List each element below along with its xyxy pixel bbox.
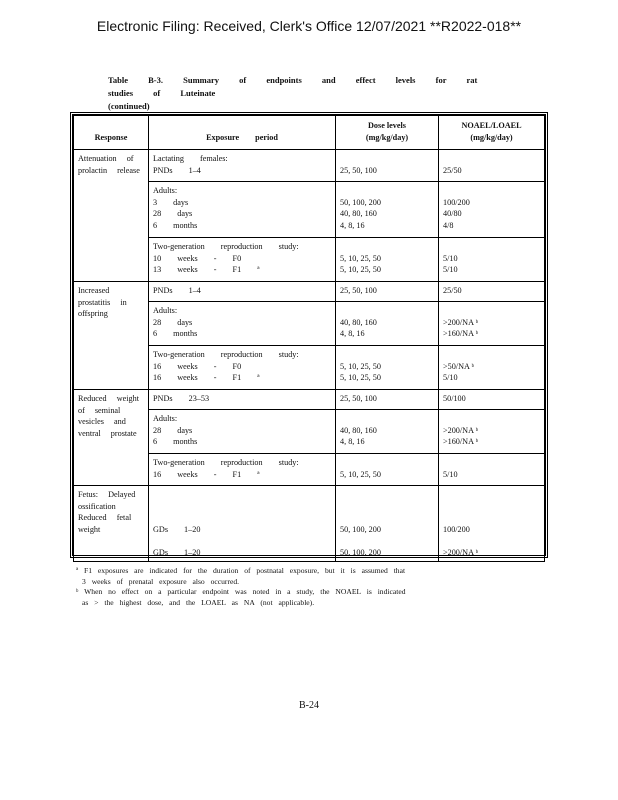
exposure-line: 6 months: [153, 220, 198, 230]
table-caption: [108, 74, 498, 113]
noael-cell: [439, 410, 545, 454]
table-row: [74, 150, 545, 182]
noael-line: 4/8: [443, 220, 454, 230]
noael-cell: [439, 454, 545, 486]
noael-line: >200/NA ᵇ: [443, 425, 479, 435]
exposure-cell: [149, 410, 336, 454]
dose-cell: [336, 282, 439, 302]
dose-cell: [336, 454, 439, 486]
dose-line: 40, 80, 160: [340, 209, 377, 218]
noael-line: >50/NA ᵇ: [443, 361, 475, 371]
endpoints-table: [73, 115, 545, 562]
dose-line: 50, 100, 200: [340, 197, 381, 207]
noael-line: 25/50: [443, 286, 462, 295]
exposure-cell: [149, 390, 336, 410]
noael-line: 40/80: [443, 209, 462, 218]
dose-line: [340, 185, 434, 197]
noael-line: 5/10: [443, 469, 458, 479]
dose-line: 25, 50, 100: [340, 286, 377, 295]
dose-line: [340, 305, 434, 317]
dose-cell: [336, 346, 439, 390]
exposure-line: Two-generation reproduction study:: [153, 350, 299, 359]
dose-line: [340, 413, 434, 425]
noael-line: [443, 349, 540, 361]
dose-line: [340, 349, 434, 361]
col-header-exposure: Exposure period: [149, 116, 336, 150]
noael-line: [443, 185, 540, 197]
exposure-cell: [149, 302, 336, 346]
dose-line: 50, 100, 200: [340, 524, 381, 534]
dose-line: [340, 241, 434, 253]
dose-cell: [336, 486, 439, 562]
dose-line: 25, 50, 100: [340, 165, 377, 175]
dose-cell: [336, 302, 439, 346]
col-header-response: Response: [74, 116, 149, 150]
dose-line: [340, 512, 434, 524]
noael-line: [443, 457, 540, 469]
dose-line: [340, 457, 434, 469]
col-header-noael: [439, 116, 545, 150]
exposure-line: Adults:: [153, 306, 178, 315]
noael-line: [443, 489, 540, 501]
exposure-line: 13 weeks - F1 ª: [153, 265, 260, 274]
exposure-line: 28 days: [153, 425, 193, 435]
exposure-line: 6 months: [153, 437, 198, 446]
exposure-cell: [149, 282, 336, 302]
exposure-line: Two-generation reproduction study:: [153, 242, 299, 251]
table-body: [74, 150, 545, 562]
noael-line: [443, 305, 540, 317]
noael-line: 100/200: [443, 197, 470, 207]
dose-line: 40, 80, 160: [340, 317, 377, 327]
table-row: [74, 282, 545, 302]
noael-header-line-2: (mg/kg/day): [470, 132, 513, 142]
dose-cell: [336, 182, 439, 238]
dose-cell: [336, 410, 439, 454]
noael-cell: [439, 390, 545, 410]
noael-line: 5/10: [443, 373, 458, 382]
noael-cell: [439, 486, 545, 562]
exposure-cell: [149, 454, 336, 486]
exposure-cell: [149, 150, 336, 182]
exposure-line: 6 months: [153, 329, 198, 338]
dose-line: [340, 153, 434, 165]
exposure-cell: [149, 346, 336, 390]
noael-header-line-1: NOAEL/LOAEL: [461, 121, 522, 130]
col-header-dose: [336, 116, 439, 150]
noael-cell: [439, 346, 545, 390]
noael-line: [443, 241, 540, 253]
exposure-line: 28 days: [153, 209, 193, 218]
dose-line: 4, 8, 16: [340, 220, 365, 230]
exposure-cell: [149, 182, 336, 238]
noael-line: [443, 535, 540, 547]
dose-line: 5, 10, 25, 50: [340, 265, 381, 274]
filing-header: Electronic Filing: Received, Clerk's Office 12/07/2021 **R2022-018**: [96, 18, 522, 34]
exposure-line: 3 days: [153, 197, 189, 207]
response-cell: Reduced weight of seminal vesicles and ventral prostate: [74, 390, 149, 486]
exposure-line: Lactating females:: [153, 154, 228, 163]
dose-cell: [336, 390, 439, 410]
response-cell: Increased prostatitis in offspring: [74, 282, 149, 390]
exposure-line: PNDs 1–4: [153, 165, 201, 175]
table-row: [74, 486, 545, 562]
exposure-line: GDs 1–20: [153, 524, 201, 534]
exposure-line: Two-generation reproduction study:: [153, 458, 299, 467]
noael-line: >200/NA ᵇ: [443, 317, 479, 327]
exposure-cell: [149, 238, 336, 282]
response-cell: Fetus: Delayed ossification Reduced fetal weight: [74, 486, 149, 562]
dose-line: 40, 80, 160: [340, 425, 377, 435]
exposure-line: [153, 512, 331, 524]
footnote-a-line-1: ª F1 exposures are indicated for the duration of postnatal exposure, but it is assumed that: [76, 566, 406, 575]
dose-line: 5, 10, 25, 50: [340, 253, 381, 263]
page-number: B-24: [299, 700, 319, 711]
exposure-line: 10 weeks - F0: [153, 253, 242, 263]
footnotes: [76, 566, 456, 608]
exposure-line: [153, 489, 331, 501]
noael-line: >160/NA ᵇ: [443, 329, 479, 338]
noael-line: 50/100: [443, 394, 466, 403]
noael-line: 100/200: [443, 524, 470, 534]
dose-line: 50, 100, 200: [340, 547, 381, 557]
dose-line: 5, 10, 25, 50: [340, 373, 381, 382]
exposure-line: 16 weeks - F1 ª: [153, 469, 260, 479]
noael-line: [443, 501, 540, 513]
noael-line: 5/10: [443, 265, 458, 274]
noael-line: 25/50: [443, 165, 462, 175]
response-cell: Attenuation of prolactin release: [74, 150, 149, 282]
endpoints-table-frame: [72, 114, 546, 556]
dose-line: [340, 501, 434, 513]
table-row: [74, 390, 545, 410]
footnote-a-line-2: 3 weeks of prenatal exposure also occurred.: [82, 576, 240, 586]
exposure-line: GDs 1–20: [153, 547, 201, 557]
noael-cell: [439, 150, 545, 182]
dose-header-line-2: (mg/kg/day): [365, 132, 409, 142]
footnote-b-line-1: ᵇ When no effect on a particular endpoint was noted in a study, the NOAEL is indicated: [76, 587, 406, 596]
exposure-line: Adults:: [153, 186, 178, 195]
dose-line: 4, 8, 16: [340, 437, 365, 446]
noael-cell: [439, 282, 545, 302]
noael-line: >200/NA ᵇ: [443, 547, 479, 557]
footnote-b-line-2: as > the highest dose, and the LOAEL as NA (not applicable).: [82, 597, 315, 607]
dose-line: 4, 8, 16: [340, 329, 365, 338]
dose-line: 5, 10, 25, 50: [340, 469, 381, 479]
noael-cell: [439, 238, 545, 282]
dose-cell: [336, 150, 439, 182]
exposure-line: 28 days: [153, 317, 193, 327]
exposure-line: [153, 501, 331, 513]
caption-line-2: (continued): [108, 101, 150, 111]
dose-line: 25, 50, 100: [340, 394, 377, 403]
noael-line: [443, 413, 540, 425]
dose-line: 5, 10, 25, 50: [340, 361, 381, 371]
noael-line: [443, 512, 540, 524]
exposure-line: PNDs 23–53: [153, 394, 210, 403]
exposure-line: 16 weeks - F1 ª: [153, 373, 260, 382]
exposure-line: Adults:: [153, 414, 178, 423]
caption-line-1: Table B-3. Summary of endpoints and effect levels for rat studies of Luteinate: [108, 75, 478, 98]
table-header-row: [74, 116, 545, 150]
exposure-line: [153, 535, 331, 547]
noael-line: >160/NA ᵇ: [443, 437, 479, 446]
exposure-line: PNDs 1–4: [153, 286, 201, 295]
dose-cell: [336, 238, 439, 282]
exposure-line: 16 weeks - F0: [153, 361, 242, 371]
noael-line: 5/10: [443, 253, 458, 263]
dose-line: [340, 535, 434, 547]
noael-cell: [439, 302, 545, 346]
noael-cell: [439, 182, 545, 238]
dose-header-line-1: Dose levels: [368, 121, 406, 130]
dose-line: [340, 489, 434, 501]
exposure-cell: [149, 486, 336, 562]
noael-line: [443, 153, 540, 165]
